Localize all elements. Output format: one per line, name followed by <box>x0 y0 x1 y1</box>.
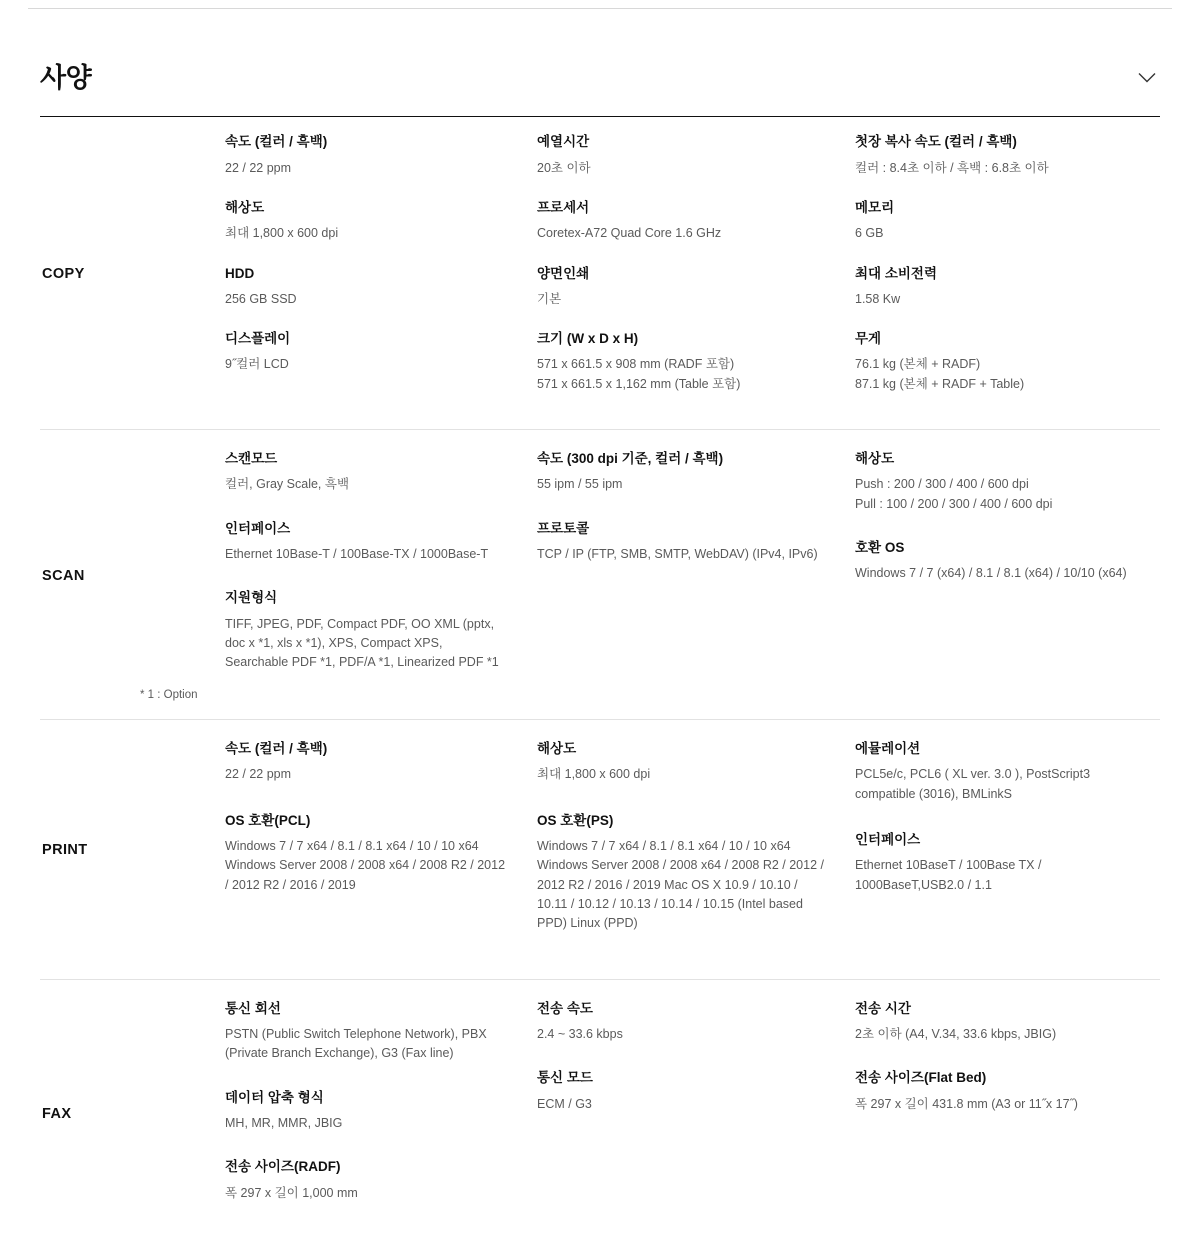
spec-item-value <box>537 290 827 309</box>
spec-item <box>225 740 509 785</box>
spec-item <box>855 831 1132 895</box>
spec-header <box>40 0 1160 116</box>
spec-item-line: 6 GB <box>855 226 884 241</box>
spec-item-line: 최대 1,800 x 600 dpi <box>537 767 651 782</box>
category-label-copy: COPY <box>42 266 85 283</box>
spec-item-title: 속도 (300 dpi 기준, 컬러 / 흑백) <box>537 451 724 467</box>
spec-item-value <box>855 355 1132 394</box>
category-label-print: PRINT <box>42 842 88 859</box>
spec-item-title: 전송 사이즈(Flat Bed) <box>855 1070 987 1086</box>
spec-item-line: Pull : 100 / 200 / 300 / 400 / 600 dpi <box>855 496 1053 511</box>
spec-item-title: 프로세서 <box>537 199 590 215</box>
spec-item-value <box>225 1184 509 1203</box>
spec-column <box>855 1000 1160 1228</box>
spec-column <box>855 133 1160 415</box>
spec-item-line: 2.4 ~ 33.6 kbps <box>537 1027 623 1042</box>
spec-item-line: TIFF, JPEG, PDF, Compact PDF, OO XML (pptx, doc x *1, xls x *1), XPS, Compact XPS, Searchable PDF *1, PDF/A *1, Linearized PDF *1 <box>225 616 499 670</box>
spec-item <box>855 740 1132 804</box>
spec-item-value <box>225 615 509 673</box>
spec-column <box>537 1000 855 1228</box>
spec-item-value <box>225 159 509 178</box>
spec-item-title: 에뮬레이션 <box>855 741 921 757</box>
spec-item-line: 1.58 Kw <box>855 291 901 306</box>
spec-item-title: 속도 (컬러 / 흑백) <box>225 134 328 150</box>
spec-item-line: 컬러, Gray Scale, 흑백 <box>225 477 350 492</box>
spec-item-value <box>225 1114 509 1133</box>
spec-item-line: Push : 200 / 300 / 400 / 600 dpi <box>855 477 1029 492</box>
spec-column <box>537 740 855 961</box>
spec-item-title: 무게 <box>855 331 882 347</box>
spec-item-title: 스캔모드 <box>225 451 278 467</box>
spec-item-line: 87.1 kg (본체 + RADF + Table) <box>855 376 1025 391</box>
spec-item-value <box>225 765 509 784</box>
spec-item-title: 해상도 <box>225 199 265 215</box>
spec-item <box>225 133 509 178</box>
category-label-scan: SCAN <box>42 567 85 584</box>
spec-section-copy <box>40 117 1160 430</box>
spec-item <box>537 450 827 495</box>
spec-item <box>537 520 827 565</box>
spec-item <box>225 520 509 565</box>
spec-item-title: 호환 OS <box>855 540 905 556</box>
spec-item <box>225 589 509 672</box>
category-label-fax: FAX <box>42 1105 72 1122</box>
spec-item-title: 인터페이스 <box>855 832 921 848</box>
spec-item <box>225 1000 509 1064</box>
page-title: 사양 <box>40 63 92 93</box>
spec-item <box>537 330 827 394</box>
spec-item-title: 메모리 <box>855 199 895 215</box>
spec-table <box>0 117 1200 1246</box>
spec-item-line: 최대 1,800 x 600 dpi <box>225 226 339 241</box>
spec-item-value <box>225 355 509 374</box>
spec-item-title: 통신 회선 <box>225 1000 281 1016</box>
spec-item-title: 속도 (컬러 / 흑백) <box>225 741 328 757</box>
spec-item-value <box>537 159 827 178</box>
spec-item-value <box>537 837 827 934</box>
spec-item-value <box>855 1025 1132 1044</box>
spec-item <box>225 330 509 375</box>
spec-item-line: 256 GB SSD <box>225 291 297 306</box>
spec-item-value <box>225 224 509 243</box>
spec-item-title: 통신 모드 <box>537 1070 593 1086</box>
spec-section-scan <box>40 430 1160 720</box>
spec-item-value <box>537 545 827 564</box>
spec-item-title: 전송 속도 <box>537 1000 593 1016</box>
spec-item-line: Windows 7 / 7 x64 / 8.1 / 8.1 x64 / 10 / 10 x64 Windows Server 2008 / 2008 x64 / 2008 R2 / 2012 / 2012 R2 / 2016 / 2019 <box>225 838 506 892</box>
spec-item-value <box>855 856 1132 895</box>
spec-item-title: 프로토콜 <box>537 520 590 536</box>
spec-item-line: 571 x 661.5 x 908 mm (RADF 포함) <box>537 357 735 372</box>
spec-item-value <box>855 564 1132 583</box>
spec-item-line: Windows 7 / 7 x64 / 8.1 / 8.1 x64 / 10 / 10 x64 Windows Server 2008 / 2008 x64 / 2008 R2 / 2012 / 2012 R2 / 2016 / 2019 Mac OS X 10.9 / 10.10 / 10.11 / 10.12 / 10.13 / 10.14 / 10.15 (Intel based PPD) Linux (PPD) <box>537 838 824 931</box>
spec-item-line: PSTN (Public Switch Telephone Network), PBX (Private Branch Exchange), G3 (Fax line) <box>225 1027 487 1061</box>
chevron-down-icon[interactable] <box>1136 67 1158 89</box>
spec-item-value <box>537 1025 827 1044</box>
spec-column <box>855 450 1160 701</box>
spec-item <box>225 1089 509 1134</box>
spec-item <box>225 1158 509 1203</box>
spec-item-value <box>855 475 1132 514</box>
spec-item-title: 인터페이스 <box>225 520 291 536</box>
spec-item-line: 22 / 22 ppm <box>225 160 292 175</box>
spec-column <box>225 450 537 701</box>
spec-item <box>225 265 509 310</box>
spec-item-value <box>855 290 1132 309</box>
spec-item-line: 9˝컬러 LCD <box>225 357 289 372</box>
spec-item-title: 디스플레이 <box>225 331 291 347</box>
spec-item <box>855 450 1132 514</box>
spec-item-value <box>537 224 827 243</box>
spec-column <box>225 133 537 415</box>
spec-item-value <box>537 475 827 494</box>
spec-item <box>225 450 509 495</box>
spec-item-title: 크기 (W x D x H) <box>537 331 639 347</box>
spec-footnote: * 1 : Option <box>140 689 198 702</box>
spec-item-title: 해상도 <box>537 741 577 757</box>
spec-item-value <box>855 1095 1132 1114</box>
spec-section-fax <box>40 980 1160 1246</box>
spec-item-line: TCP / IP (FTP, SMB, SMTP, WebDAV) (IPv4, IPv6) <box>537 546 818 561</box>
spec-item-title: 전송 시간 <box>855 1000 911 1016</box>
spec-item-line: PCL5e/c, PCL6 ( XL ver. 3.0 ), PostScript3 compatible (3016), BMLinkS <box>855 767 1091 801</box>
spec-item-value <box>855 159 1132 178</box>
spec-item-title: 최대 소비전력 <box>855 265 937 281</box>
spec-item-line: Coretex-A72 Quad Core 1.6 GHz <box>537 226 722 241</box>
spec-item-value <box>537 765 827 784</box>
spec-item-line: Ethernet 10Base-T / 100Base-TX / 1000Base-T <box>225 546 489 561</box>
spec-item-line: 571 x 661.5 x 1,162 mm (Table 포함) <box>537 376 741 391</box>
spec-item-title: 첫장 복사 속도 (컬러 / 흑백) <box>855 134 1017 150</box>
spec-item <box>855 265 1132 310</box>
spec-item-line: 76.1 kg (본체 + RADF) <box>855 357 981 372</box>
spec-item-line: 컬러 : 8.4초 이하 / 흑백 : 6.8초 이하 <box>855 160 1049 175</box>
spec-item <box>537 133 827 178</box>
spec-section-category <box>40 133 225 415</box>
spec-item-title: OS 호환(PS) <box>537 812 614 828</box>
spec-item <box>855 133 1132 178</box>
spec-item-line: 55 ipm / 55 ipm <box>537 477 623 492</box>
spec-item <box>855 330 1132 394</box>
spec-item-line: 2초 이하 (A4, V.34, 33.6 kbps, JBIG) <box>855 1027 1057 1042</box>
spec-item-value <box>225 290 509 309</box>
spec-item-title: OS 호환(PCL) <box>225 812 311 828</box>
spec-item-value <box>855 765 1132 804</box>
spec-item <box>537 265 827 310</box>
spec-section-print <box>40 720 1160 980</box>
spec-item-line: MH, MR, MMR, JBIG <box>225 1116 343 1131</box>
spec-item-line: ECM / G3 <box>537 1096 592 1111</box>
spec-section-category <box>40 1000 225 1228</box>
spec-item-value <box>225 1025 509 1064</box>
spec-item-title: 데이터 압축 형식 <box>225 1089 324 1105</box>
spec-item-line: 기본 <box>537 291 562 306</box>
spec-item <box>855 1069 1132 1114</box>
spec-item-title: HDD <box>225 265 255 281</box>
spec-column <box>855 740 1160 961</box>
spec-item-title: 지원형식 <box>225 590 278 606</box>
spec-item-value <box>537 355 827 394</box>
spec-item-value <box>225 475 509 494</box>
spec-item-value <box>537 1095 827 1114</box>
spec-item-line: Ethernet 10BaseT / 100Base TX / 1000BaseT,USB2.0 / 1.1 <box>855 858 1042 892</box>
spec-item-line: 폭 297 x 길이 431.8 mm (A3 or 11˝x 17˝) <box>855 1096 1078 1111</box>
spec-column <box>225 1000 537 1228</box>
spec-item-title: 양면인쇄 <box>537 265 590 281</box>
spec-item <box>855 539 1132 584</box>
spec-column <box>225 740 537 961</box>
spec-item <box>537 740 827 785</box>
spec-section-category <box>40 740 225 961</box>
spec-item-value <box>225 545 509 564</box>
spec-item-title: 해상도 <box>855 451 895 467</box>
spec-item-line: 22 / 22 ppm <box>225 767 292 782</box>
spec-item-value <box>855 224 1132 243</box>
spec-item <box>225 812 509 895</box>
spec-item-line: 20초 이하 <box>537 160 591 175</box>
spec-column <box>537 450 855 701</box>
spec-item <box>225 199 509 244</box>
spec-item-line: Windows 7 / 7 (x64) / 8.1 / 8.1 (x64) / 10/10 (x64) <box>855 566 1127 581</box>
spec-section-category <box>40 450 225 701</box>
spec-item-line: 폭 297 x 길이 1,000 mm <box>225 1185 358 1200</box>
spec-item <box>537 199 827 244</box>
spec-item-title: 전송 사이즈(RADF) <box>225 1159 341 1175</box>
spec-column <box>537 133 855 415</box>
spec-item <box>537 812 827 934</box>
spec-item-title: 예열시간 <box>537 134 590 150</box>
spec-item <box>537 1000 827 1045</box>
spec-item <box>855 1000 1132 1045</box>
spec-item-value <box>225 837 509 895</box>
spec-item <box>855 199 1132 244</box>
spec-item <box>537 1069 827 1114</box>
